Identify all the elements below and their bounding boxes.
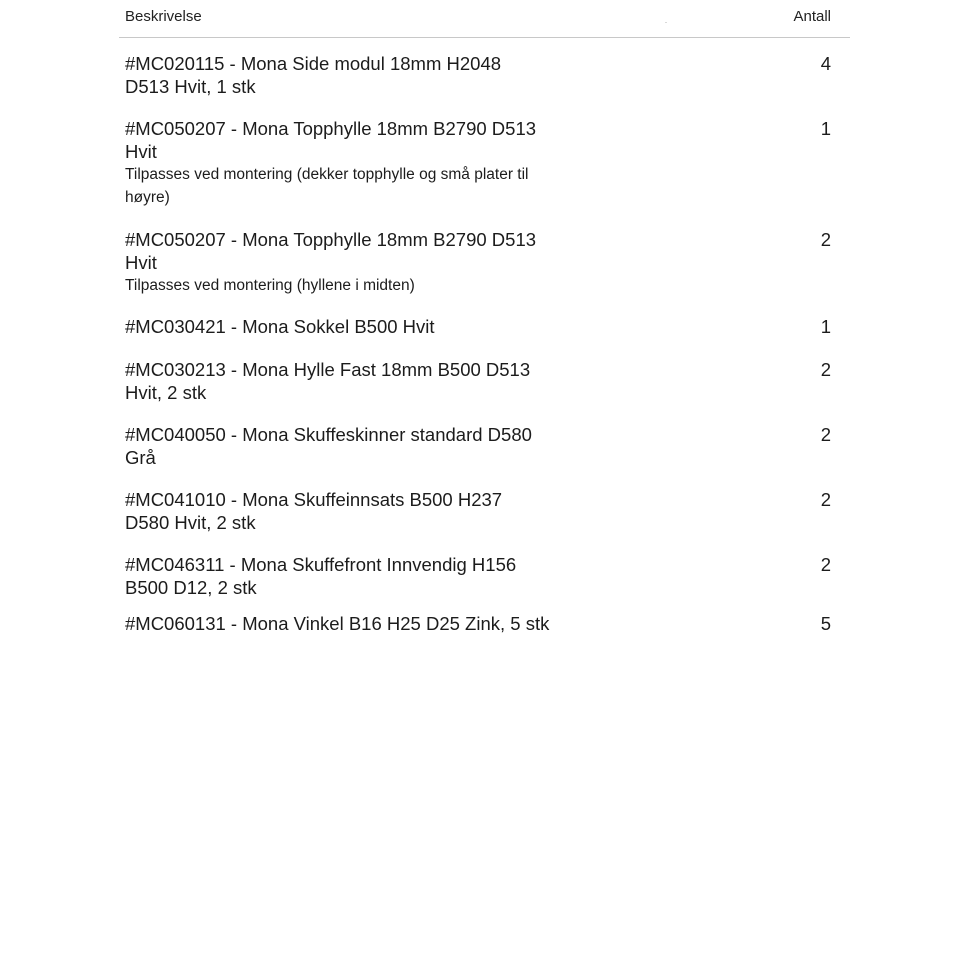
- row-quantity: 2: [820, 359, 831, 380]
- row-description: #MC060131 - Mona Vinkel B16 H25 D25 Zink, 5 stk: [125, 613, 550, 634]
- row-quantity: 4: [820, 53, 831, 74]
- row-description: #MC030421 - Mona Sokkel B500 Hvit: [125, 316, 435, 337]
- row-quantity: 5: [820, 613, 831, 634]
- divider-artifact: [665, 22, 667, 23]
- row-description: #MC020115 - Mona Side modul 18mm H2048 D513 Hvit, 1 stk: [125, 53, 502, 97]
- row-description: #MC046311 - Mona Skuffefront Innvendig H156 B500 D12, 2 stk: [125, 554, 517, 598]
- row-note: Tilpasses ved montering (hyllene i midten): [125, 277, 415, 294]
- row-description: #MC050207 - Mona Topphylle 18mm B2790 D513 Hvit: [125, 229, 537, 273]
- order-lines-table: [119, 0, 850, 634]
- header-quantity: Antall: [793, 8, 831, 25]
- row-quantity: 1: [820, 316, 831, 337]
- header-description: Beskrivelse: [125, 8, 202, 25]
- row-note: Tilpasses ved montering (dekker topphylle og små plater til høyre): [125, 166, 529, 206]
- row-quantity: 2: [820, 229, 831, 250]
- row-description: #MC050207 - Mona Topphylle 18mm B2790 D513 Hvit: [125, 118, 537, 162]
- row-description: #MC041010 - Mona Skuffeinnsats B500 H237 D580 Hvit, 2 stk: [125, 489, 503, 533]
- row-quantity: 2: [820, 554, 831, 575]
- row-quantity: 2: [820, 489, 831, 510]
- row-description: #MC030213 - Mona Hylle Fast 18mm B500 D513 Hvit, 2 stk: [125, 359, 531, 403]
- row-quantity: 1: [820, 118, 831, 139]
- row-description: #MC040050 - Mona Skuffeskinner standard D580 Grå: [125, 424, 532, 468]
- row-quantity: 2: [820, 424, 831, 445]
- table-header: [119, 0, 850, 38]
